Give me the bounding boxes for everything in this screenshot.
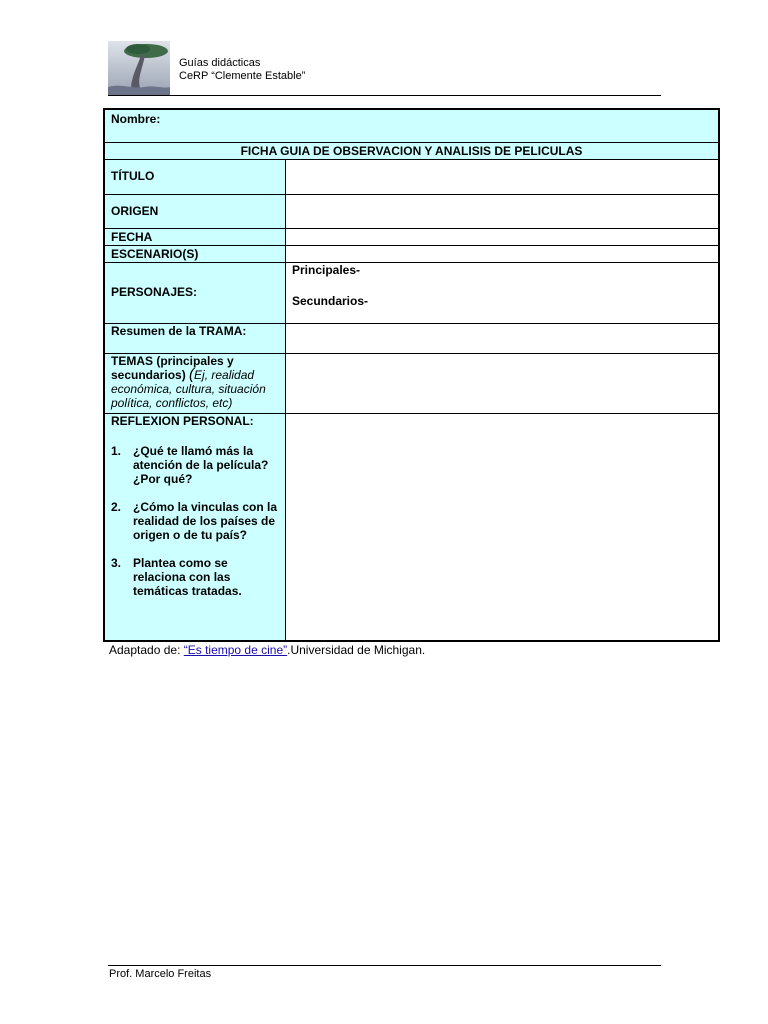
question-item	[111, 500, 279, 542]
footer-author: Prof. Marcelo Freitas	[109, 968, 212, 980]
titulo-label-cell	[105, 160, 285, 194]
header-line-1: Guías didácticas	[179, 57, 261, 69]
question-item	[111, 556, 279, 598]
temas-example: Ej, realidad económica, cultura, situación política, conflictos, etc)	[111, 368, 266, 410]
resumen-label-cell	[105, 324, 285, 353]
reflexion-label: REFLEXION PERSONAL:	[111, 414, 254, 428]
question-text: ¿Qué te llamó más la atención de la película? ¿Por qué?	[133, 444, 269, 486]
form-title: FICHA GUIA DE OBSERVACION Y ANALISIS DE PELICULAS	[240, 144, 583, 158]
nombre-row[interactable]	[105, 110, 718, 142]
header-text	[179, 57, 305, 83]
row-divider	[105, 142, 718, 143]
personajes-answer-field[interactable]	[286, 263, 718, 323]
source-link[interactable]: “Es tiempo de cine”	[183, 643, 288, 657]
personajes-label: PERSONAJES:	[111, 285, 198, 299]
footer-divider	[108, 965, 661, 966]
origen-answer-field[interactable]	[286, 195, 718, 228]
personajes-label-cell	[105, 263, 285, 323]
temas-paren: (	[189, 366, 195, 383]
origen-label-cell	[105, 195, 285, 228]
form-title-row	[105, 143, 718, 159]
escenarios-answer-field[interactable]	[286, 246, 718, 262]
fecha-answer-field[interactable]	[286, 229, 718, 245]
origen-label: ORIGEN	[111, 204, 159, 218]
secundarios-label: Secundarios-	[292, 294, 369, 308]
question-number: 3.	[111, 556, 122, 570]
temas-line-1: TEMAS (principales y	[111, 354, 234, 368]
row-divider	[105, 228, 718, 229]
titulo-label: TÍTULO	[111, 169, 155, 183]
temas-line-2: secundarios)	[111, 368, 186, 382]
question-text: Plantea como se relaciona con las temáticas tratadas.	[133, 556, 242, 598]
fecha-label: FECHA	[111, 230, 153, 244]
resumen-answer-field[interactable]	[286, 324, 718, 353]
reflexion-questions	[111, 444, 279, 598]
question-text: ¿Cómo la vinculas con la realidad de los países de origen o de tu país?	[133, 500, 278, 542]
escenarios-label-cell	[105, 246, 285, 262]
principales-label: Principales-	[292, 263, 361, 277]
nombre-label: Nombre:	[111, 112, 161, 126]
titulo-answer-field[interactable]	[286, 160, 718, 194]
fecha-label-cell	[105, 229, 285, 245]
row-divider	[105, 262, 718, 263]
header-line-2: CeRP “Clemente Estable”	[179, 70, 306, 82]
observation-form	[103, 108, 720, 642]
escenarios-label: ESCENARIO(S)	[111, 247, 199, 261]
footnote-suffix: .Universidad de Michigan.	[287, 643, 426, 657]
question-number: 1.	[111, 444, 122, 458]
row-divider	[105, 159, 718, 160]
row-divider	[105, 353, 718, 354]
temas-label-cell	[105, 354, 285, 413]
footnote-prefix: Adaptado de:	[109, 643, 184, 657]
reflexion-answer-field[interactable]	[286, 414, 718, 640]
question-number: 2.	[111, 500, 122, 514]
footnote	[109, 643, 425, 657]
reflexion-label-cell	[105, 414, 285, 640]
header-divider	[108, 95, 661, 96]
question-item	[111, 444, 279, 486]
row-divider	[105, 413, 718, 414]
temas-answer-field[interactable]	[286, 354, 718, 413]
row-divider	[105, 245, 718, 246]
row-divider	[105, 323, 718, 324]
column-divider	[285, 159, 286, 640]
resumen-label: Resumen de la TRAMA:	[111, 324, 247, 338]
row-divider	[105, 194, 718, 195]
logo-tree-image	[108, 41, 170, 95]
